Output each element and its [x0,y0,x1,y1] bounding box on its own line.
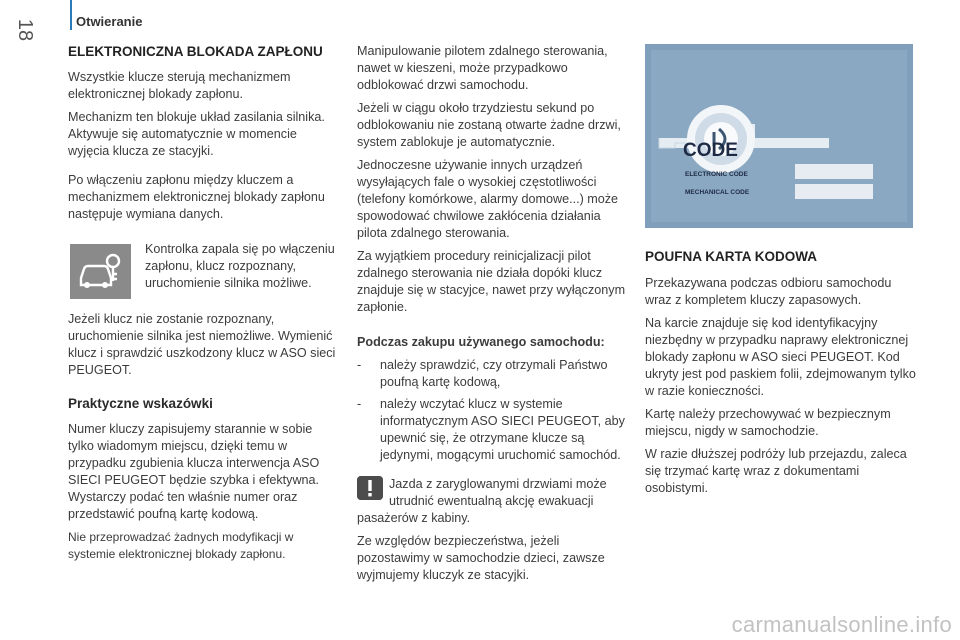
header-accent-bar [70,0,72,30]
list-item-text: należy wczytać klucz w systemie informatycznym ASO SIECI PEUGEOT, aby upewnić się, że otrzymane klucze są jedynymi, mogącymi uruchomić samochód. [380,397,625,462]
immobiliser-paragraph-1: Wszystkie klucze sterują mechanizmem elektronicznej blokady zapłonu. [68,70,291,101]
lamp-note-text: Kontrolka zapala się po włączeniu zapłonu, klucz rozpoznany, uruchomienie silnika możliwe. [145,242,335,290]
exclamation-warning-icon [357,476,383,500]
lamp-note [68,241,340,303]
immobiliser-paragraph-2: Mechanizm ten blokuje układ zasilania silnika. Aktywuje się automatycznie w momencie wyjęcia klucza ze stacyjki. [68,110,325,158]
immobiliser-title: ELEKTRONICZNA BLOKADA ZAPŁONU [68,44,323,59]
code-card-paragraph-3: Kartę należy przechowywać w bezpiecznym miejscu, nigdy w samochodzie. [645,407,891,438]
list-item [357,396,629,464]
remote-paragraph-1: Manipulowanie pilotem zdalnego sterowania, nawet w kieszeni, może przypadkowo odblokować drzwi samochodu. [357,44,608,92]
immobiliser-paragraph-4: Jeżeli klucz nie zostanie rozpoznany, uruchomienie silnika jest niemożliwe. Wymienić klucz i sprawdzić uszkodzony klucz w ASO sieci PEUGEOT. [68,312,336,377]
immobiliser-warning-lamp-icon [70,244,131,299]
tips-paragraph-2: Nie przeprowadzać żadnych modyfikacji w systemie elektronicznej blokady zapłonu. [68,530,294,561]
list-dash: - [357,358,362,372]
attention-text: Jazda z zaryglowanymi drzwiami może utrudnić ewentualną akcję ewakuacji pasażerów z kabiny. [357,477,607,525]
purchase-list [357,357,629,464]
immobiliser-paragraph-3: Po włączeniu zapłonu między kluczem a mechanizmem elektronicznej blokady zapłonu następuje wymiana danych. [68,173,325,221]
purchase-title: Podczas zakupu używanego samochodu: [357,335,605,349]
remote-paragraph-3: Jednoczesne używanie innych urządzeń wysyłających fale o wysokiej częstotliwości (telefony komórkowe, alarmy domowe...) może spowodować chwilowe zakłócenia działania pilota zdalnego sterowania. [357,158,619,240]
tips-title: Praktyczne wskazówki [68,396,213,411]
code-card-illustration [645,44,913,228]
list-item-text: należy sprawdzić, czy otrzymali Państwo poufną kartę kodową, [380,358,608,389]
column-remote [357,43,629,590]
attention-note [357,476,629,527]
remote-paragraph-4: Za wyjątkiem procedury reinicjalizacji pilot zdalnego sterowania nie działa dopóki klucz znajduje się w stacyjce, nawet przy wyłączonym zapłonie. [357,249,626,314]
column-code-card [645,248,920,503]
card-electronic-label: ELECTRONIC CODE [685,171,748,178]
code-card-title: POUFNA KARTA KODOWA [645,249,817,264]
remote-paragraph-5: Ze względów bezpieczeństwa, jeżeli pozostawimy w samochodzie dzieci, zawsze wyjmujemy kluczyk ze stacyjki. [357,534,605,582]
code-card-paragraph-1: Przekazywana podczas odbioru samochodu wraz z kompletem kluczy zapasowych. [645,276,892,307]
column-immobiliser [68,43,340,569]
code-card-paragraph-2: Na karcie znajduje się kod identyfikacyjny niezbędny w przypadku naprawy elektronicznej blokady zapłonu w ASO sieci PEUGEOT. Kod ukryty jest pod paskiem folii, zdejmowanym tylko w razie konieczności. [645,316,916,398]
watermark-text: carmanualsonline.info [731,612,952,637]
card-code-label: CODE [683,140,738,161]
section-title: Otwieranie [76,14,143,29]
list-item [357,357,629,391]
page-number: 18 [14,18,36,42]
list-dash: - [357,397,362,411]
code-card-paragraph-4: W razie dłuższej podróży lub przejazdu, zaleca się trzymać kartę wraz z dokumentami osobistymi. [645,447,907,495]
remote-paragraph-2: Jeżeli w ciągu około trzydziestu sekund po odblokowaniu nie zostaną otwarte żadne drzwi, system zablokuje je automatycznie. [357,101,621,149]
card-mechanical-label: MECHANICAL CODE [685,189,750,196]
tips-paragraph-1: Numer kluczy zapisujemy starannie w sobie tylko wiadomym miejscu, dzięki temu w przypadku zgubienia klucza interwencja ASO SIECI PEUGEOT będzie szybka i efektywna. Wystarczy podać ten właśnie numer oraz przedstawić poufną kartę kodową. [68,422,320,521]
